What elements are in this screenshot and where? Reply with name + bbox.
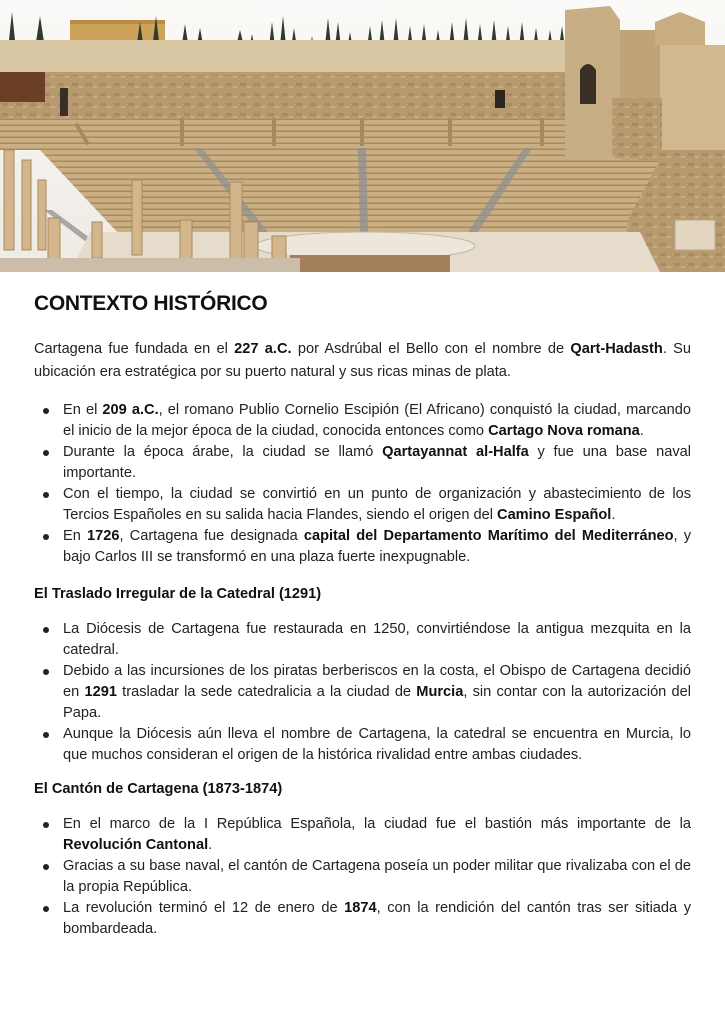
item-text: En el marco de la I República Española, la ciudad fue el bastión más importante de la xyxy=(63,816,691,832)
item-text: , el romano Publio Cornelio Escipión (El Africano) conquistó la ciudad, marcando el inicio de la mejor época de la ciudad, conocida entonces como xyxy=(63,402,691,439)
item-bold: Qartayannat al-Halfa xyxy=(382,444,529,460)
item-text: , y bajo Carlos III se transformó en una plaza fuerte inexpugnable. xyxy=(63,528,692,565)
intro-paragraph xyxy=(34,338,691,384)
bullet-icon xyxy=(43,864,49,870)
item-text: Gracias a su base naval, el cantón de Cartagena poseía un poder militar que rivalizaba con el de la propia República. xyxy=(63,858,691,895)
bullet-icon xyxy=(43,492,49,498)
item-text: La revolución terminó el 12 de enero de xyxy=(63,900,345,916)
list-item xyxy=(34,442,691,484)
bullet-icon xyxy=(43,408,49,414)
history-list xyxy=(34,400,691,568)
section-heading: El Cantón de Cartagena (1873-1874) xyxy=(34,781,283,797)
item-text: , sin contar con la autorización del Papa. xyxy=(63,684,691,721)
intro-bold: 227 a.C. xyxy=(234,341,292,357)
intro-text: . Su ubicación era estratégica por su puerto natural y sus ricas minas de plata. xyxy=(34,341,691,380)
bullet-icon xyxy=(43,822,49,828)
item-text: En xyxy=(63,528,87,544)
item-text: Durante la época árabe, la ciudad se llamó xyxy=(63,444,383,460)
section-heading: El Traslado Irregular de la Catedral (1291) xyxy=(34,586,322,602)
item-text: . xyxy=(611,507,616,523)
list-item xyxy=(34,856,691,898)
bullet-icon xyxy=(43,627,49,633)
item-text: Aunque la Diócesis aún lleva el nombre de Cartagena, la catedral se encuentra en Murcia, lo que muchos consideran el origen de la histórica rivalidad entre ambas ciudades. xyxy=(63,726,691,763)
item-text: . xyxy=(639,423,644,439)
item-text: , Cartagena fue designada xyxy=(119,528,304,544)
list-item xyxy=(34,619,691,661)
list-item xyxy=(34,724,691,766)
document-body xyxy=(34,292,691,940)
item-bold: Camino Español xyxy=(497,507,612,523)
item-bold: Cartago Nova romana xyxy=(488,423,640,439)
item-bold: 1726 xyxy=(87,528,120,544)
item-bold: 209 a.C. xyxy=(102,402,159,418)
list-item xyxy=(34,484,691,526)
list-item xyxy=(34,814,691,856)
item-bold: capital del Departamento Marítimo del Mediterráneo xyxy=(303,528,674,544)
bullet-icon xyxy=(43,906,49,912)
section-canton xyxy=(34,781,691,940)
item-text: La Diócesis de Cartagena fue restaurada en 1250, convirtiéndose la antigua mezquita en la catedral. xyxy=(63,621,691,658)
bullet-icon xyxy=(43,669,49,675)
intro-text: por Asdrúbal el Bello con el nombre de xyxy=(291,341,571,357)
item-text: y fue una base naval importante. xyxy=(63,444,691,481)
item-text: Debido a las incursiones de los piratas berberiscos en la costa, el Obispo de Cartagena decidió en xyxy=(63,663,691,700)
item-bold: 1291 xyxy=(84,684,117,700)
item-text: , con la rendición del cantón tras ser sitiada y bombardeada. xyxy=(63,900,691,937)
item-bold: Murcia xyxy=(416,684,464,700)
item-text: . xyxy=(208,837,213,853)
intro-text: Cartagena fue fundada en el xyxy=(34,341,235,357)
roman-theatre-photo xyxy=(0,0,725,272)
item-text: trasladar la sede catedralicia a la ciudad de xyxy=(116,684,417,700)
bullet-icon xyxy=(43,534,49,540)
intro-bold: Qart-Hadasth xyxy=(570,341,663,357)
cathedral-list xyxy=(34,619,691,766)
list-item xyxy=(34,898,691,940)
item-text: En el xyxy=(63,402,103,418)
section-cathedral xyxy=(34,586,691,766)
canton-list xyxy=(34,814,691,940)
bullet-icon xyxy=(43,450,49,456)
page-title: CONTEXTO HISTÓRICO xyxy=(34,292,268,315)
list-item xyxy=(34,661,691,724)
item-text: Con el tiempo, la ciudad se convirtió en un punto de organización y abastecimiento de los Tercios Españoles en su salida hacia Flandes, siendo el origen del xyxy=(63,486,691,523)
item-bold: 1874 xyxy=(344,900,377,916)
list-item xyxy=(34,526,691,568)
item-bold: Revolución Cantonal xyxy=(63,837,209,853)
bullet-icon xyxy=(43,732,49,738)
list-item xyxy=(34,400,691,442)
